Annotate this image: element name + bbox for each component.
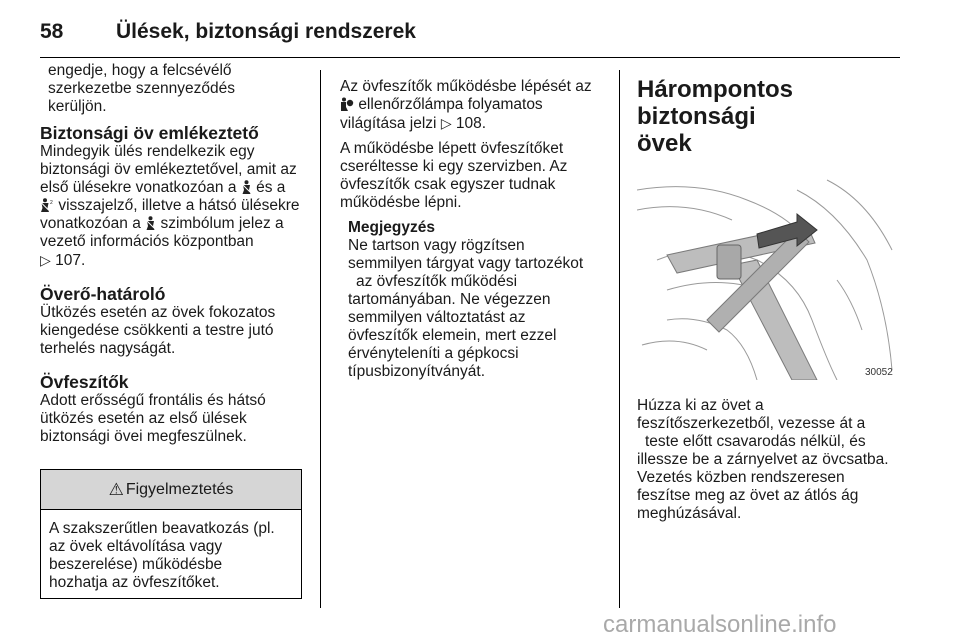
activation-paragraph: Az övfeszítők működésbe lépését az ellenőrzőlámpa folyamatos világítása jelzi ▷ 108. <box>340 78 592 132</box>
limiter-paragraph: Ütközés esetén az övek fokozatos kiengedése csökkenti a testre jutó terhelés nagyságát. <box>40 304 276 357</box>
airbag-icon <box>340 97 354 111</box>
column-middle <box>340 78 602 381</box>
reminder-paragraph: Mindegyik ülés rendelkezik egy biztonsági öv emlékeztetővel, amit az első ülésekre vonatkozóan a és a 2 visszajelző, illetve a hátsó ülésekre vonatkozóan a szimbólum jelez a vezető információs központban ▷ 107. <box>40 143 300 269</box>
reminder-heading: Biztonsági öv emlékeztető <box>40 123 259 143</box>
warning-box <box>40 469 302 599</box>
replacement-paragraph: A működésbe lépett övfeszítőket cseréltesse ki egy szervizben. Az övfeszítők csak egyszer tudnak működésbe lépni. <box>340 140 568 211</box>
page-title: Ülések, biztonsági rendszerek <box>116 20 416 43</box>
seatbelt-drawing <box>637 170 900 380</box>
page-header <box>40 18 900 58</box>
seatbelt-illustration <box>637 170 900 380</box>
seatbelt-person-icon <box>241 180 252 194</box>
tensioners-paragraph: Adott erősségű frontális és hátsó ütközés esetén az első ülések biztonsági övei megfeszülnek. <box>40 392 266 445</box>
page-reference-arrow-icon: ▷ <box>440 115 452 131</box>
page-ref-link[interactable]: 108. <box>455 115 487 132</box>
fastening-paragraph: Húzza ki az övet a feszítőszerkezetből, vezesse át a teste előtt csavarodás nélkül, és illessze be a zárnyelvet az övcsatba. Vezetés közben rendszeresen feszítse meg az övet az átlós ág meghúzásával. <box>637 397 889 522</box>
tensioners-heading: Övfeszítők <box>40 372 129 392</box>
column-divider <box>320 70 321 608</box>
page-number: 58 <box>40 20 64 43</box>
column-left <box>40 62 302 446</box>
page-reference-arrow-icon: ▷ <box>40 252 51 268</box>
warning-title: Figyelmeztetés <box>125 480 234 498</box>
page-ref-link[interactable]: 107. <box>55 252 86 269</box>
warning-triangle-icon: ⚠ <box>108 479 124 499</box>
image-number: 30052 <box>865 367 893 378</box>
intro-paragraph: engedje, hogy a felcsévélő szerkezetbe szennyeződés kerüljön. <box>48 62 235 115</box>
watermark: carmanualsonline.info <box>603 611 837 638</box>
note-paragraph: Ne tartson vagy rögzítsen semmilyen tárgyat vagy tartozékot az övfeszítők működési tartományában. Ne végezzen semmilyen változtatást az övfeszítők elemein, mert ezzel érvényteleníti a gépkocsi típusbizonyítványát. <box>348 237 584 380</box>
limiter-heading: Överő-határoló <box>40 284 166 304</box>
column-divider <box>619 70 620 608</box>
seatbelt-person-icon <box>145 216 156 230</box>
warning-header <box>41 470 301 510</box>
svg-text:2: 2 <box>50 200 53 206</box>
section-heading: Hárompontos biztonsági övek <box>637 76 793 157</box>
warning-text: A szakszerűtlen beavatkozás (pl. az övek eltávolítása vagy beszerelése) működésbe hozhatja az övfeszítőket. <box>49 520 275 591</box>
seatbelt-rear-icon <box>40 198 54 212</box>
note-heading: Megjegyzés <box>348 219 436 236</box>
